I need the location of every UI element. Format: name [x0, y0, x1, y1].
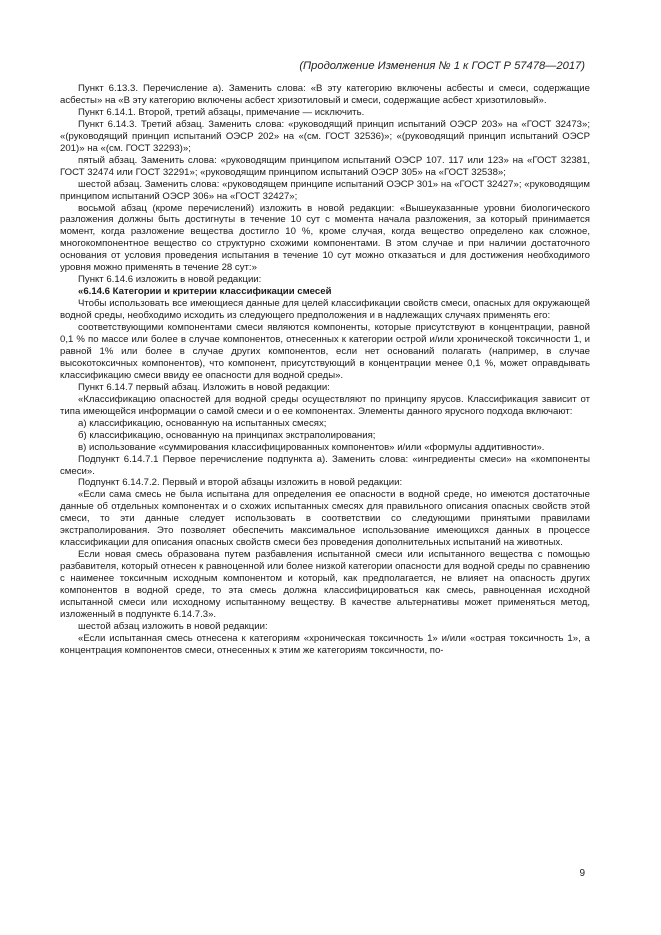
- section-heading: «6.14.6 Категории и критерии классификации смесей: [78, 286, 332, 298]
- paragraph: Чтобы использовать все имеющиеся данные для целей классификации свойств смеси, опасных для окружающей водной среды, необходимо исходить из следующего предположения и в надлежащих случаях применять его:: [60, 298, 590, 322]
- paragraph: Пункт 6.14.7 первый абзац. Изложить в новой редакции:: [78, 381, 330, 393]
- paragraph: «Если испытанная смесь отнесена к категориям «хроническая токсичность 1» и/или «острая токсичность 1», а концентрация компонентов смеси, отнесенных к этим же категориям токсичности, по-: [60, 632, 590, 656]
- page-number: 9: [579, 868, 585, 879]
- paragraph: Пункт 6.14.6 изложить в новой редакции:: [78, 274, 262, 286]
- paragraph: Пункт 6.14.1. Второй, третий абзацы, примечание — исключить.: [78, 106, 365, 118]
- paragraph: шестой абзац. Заменить слова: «руководящем принципе испытаний ОЭСР 301» на «ГОСТ 32427»; «руководящим принципом испытаний ОЭСР 306» на «ГОСТ 32427»;: [60, 178, 590, 202]
- paragraph: «Если сама смесь не была испытана для определения ее опасности в водной среде, но имеются достаточные данные об отдельных компонентах и о схожих испытанных смесях для правильного описания опасных свойств этой смеси, то эти данные следует использовать в соответствии со следующими принятыми правилами экстраполирования. Это позволяет обеспечить максимальное использование имеющихся данных в процессе классификации для описания опасных свойств смеси без проведения дополнительных испытаний на животных.: [60, 489, 590, 549]
- paragraph: шестой абзац изложить в новой редакции:: [78, 620, 268, 632]
- list-item: а) классификацию, основанную на испытанных смесях;: [78, 417, 327, 429]
- paragraph: Подпункт 6.14.7.2. Первый и второй абзацы изложить в новой редакции:: [78, 477, 403, 489]
- paragraph: соответствующими компонентами смеси являются компоненты, которые присутствуют в концентрации, равной 0,1 % по массе или более в случае компонентов, отнесенных к категории острой и/или хронической токсичности 1, и равной 1% или более в случае других компонентов, если нет оснований полагать (например, в случае высокотоксичных компонентов), что компонент, присутствующий в концентрации менее 0,1 %, может оправдывать классификацию смеси ввиду ее опасности для водной среды».: [60, 322, 590, 381]
- running-header: (Продолжение Изменения № 1 к ГОСТ Р 57478—2017): [299, 60, 585, 72]
- paragraph: «Классификацию опасностей для водной среды осуществляют по принципу ярусов. Классификация зависит от типа имеющейся информации о самой смеси и о ее компонентах. Элементы данного ярусного подхода включают:: [60, 393, 590, 417]
- paragraph: Подпункт 6.14.7.1 Первое перечисление подпункта а). Заменить слова: «ингредиенты смеси» на «компоненты смеси».: [60, 453, 590, 477]
- list-item: в) использование «суммирования классифицированных компонентов» и/или «формулы аддитивности».: [78, 441, 545, 453]
- paragraph: пятый абзац. Заменить слова: «руководящим принципом испытаний ОЭСР 107. 117 или 123» на «ГОСТ 32381, ГОСТ 32474 или ГОСТ 32291»; «руководящим принципом испытаний ОЭСР 305» на «ГОСТ 32538»;: [60, 154, 590, 178]
- list-item: б) классификацию, основанную на принципах экстраполирования;: [78, 429, 376, 441]
- paragraph: восьмой абзац (кроме перечислений) изложить в новой редакции: «Вышеуказанные уровни биологического разложения должны быть достигнуты в течение 10 сут с момента начала разложения, за который принимается момент, когда разложение вещества достигло 10 %, кроме случая, когда вещество определено как сложное, многокомпонентное вещество со структурно схожими компонентами. В этом случае и при наличии достаточного основания от условия проведения испытания в течение 10 сут можно отказаться и для достижения необходимого уровня можно применять в течение 28 сут:»: [60, 202, 590, 274]
- paragraph: Пункт 6.14.3. Третий абзац. Заменить слова: «руководящий принцип испытаний ОЭСР 203» на «ГОСТ 32473»; «(руководящий принцип испытаний ОЭСР 202» на «(см. ГОСТ 32536)»; «(руководящий принцип испытаний ОЭСР 201)» на «(см. ГОСТ 32293)»;: [60, 118, 590, 154]
- paragraph: Если новая смесь образована путем разбавления испытанной смеси или испытанного вещества с помощью разбавителя, который отнесен к равноценной или более низкой категории опасности для водной среды по сравнению с наименее токсичным исходным компонентом и который, как предполагается, не влияет на опасность других компонентов в водной среде, то эта смесь должна классифицироваться как смесь, равноценная исходной испытанной смеси или исходному испытанному веществу. В качестве альтернативы может применяться метод, изложенный в подпункте 6.14.7.3».: [60, 549, 590, 620]
- paragraph: Пункт 6.13.3. Перечисление а). Заменить слова: «В эту категорию включены асбесты и смеси, содержащие асбесты» на «В эту категорию включены асбест хризотиловый и смеси, содержащие асбест хризотиловый».: [60, 83, 590, 106]
- document-body: [60, 83, 590, 657]
